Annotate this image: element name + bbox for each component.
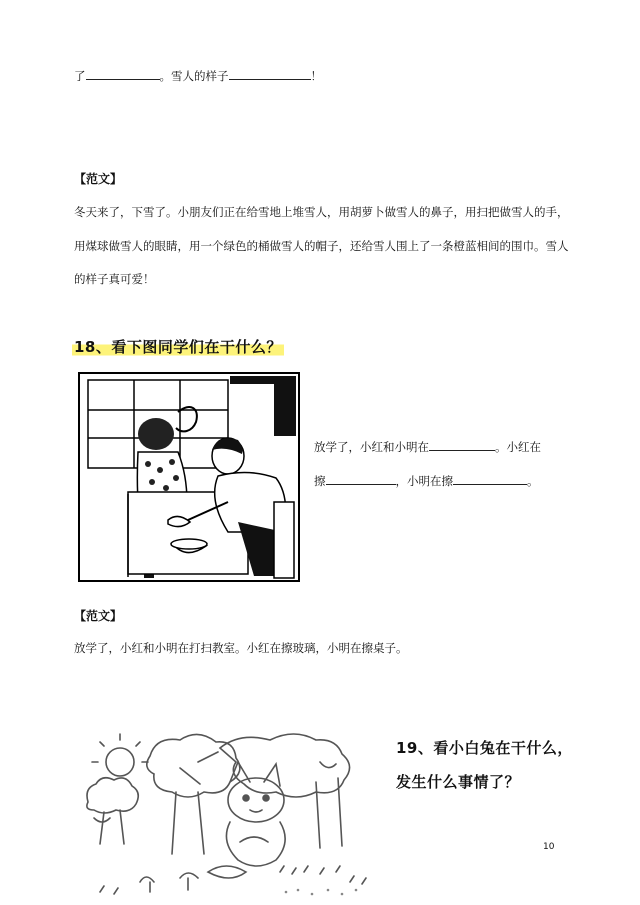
- q18-fill-line-1: [314, 439, 541, 455]
- sample-text-line: 放学了，小红和小明在打扫教室。小红在擦玻璃，小明在擦桌子。: [74, 641, 408, 655]
- sample-text-line: 用煤球做雪人的眼睛，用一个绿色的桶做雪人的帽子，还给雪人围上了一条橙蓝相间的围巾。雪人: [74, 239, 569, 253]
- sample-text-line: 冬天来了，下雪了。小朋友们正在给雪地上堆雪人，用胡萝卜做雪人的鼻子，用扫把做雪人的手，: [74, 205, 569, 219]
- question-title: 18、看下图同学们在干什么？: [74, 338, 282, 356]
- question-title: 发生什么事情了？: [396, 773, 521, 791]
- top-fill-line: [74, 68, 322, 84]
- sample-label: 【范文】: [74, 609, 123, 623]
- fill-text: 。小红在: [495, 440, 541, 454]
- fill-blank[interactable]: [453, 473, 527, 485]
- rabbit-forest-illustration: [80, 722, 380, 905]
- fill-blank[interactable]: [229, 68, 311, 80]
- q18-fill-line-2: [314, 473, 539, 489]
- classroom-illustration: [78, 372, 300, 582]
- fill-text: ，小明在擦: [395, 474, 453, 488]
- fill-text: ！: [310, 69, 322, 83]
- question-title: 19、看小白兔在干什么，: [396, 739, 573, 757]
- fill-blank[interactable]: [429, 439, 495, 451]
- fill-text: 放学了，小红和小明在: [314, 440, 429, 454]
- sample-text-line: 的样子真可爱！: [74, 272, 155, 286]
- fill-blank[interactable]: [86, 68, 160, 80]
- fill-text: 了: [74, 69, 86, 83]
- fill-text: 。雪人的样子: [159, 69, 229, 83]
- fill-text: 擦: [314, 474, 326, 488]
- fill-text: 。: [527, 474, 539, 488]
- fill-blank[interactable]: [326, 473, 396, 485]
- page-number: 10: [543, 842, 555, 852]
- sample-label: 【范文】: [74, 172, 123, 186]
